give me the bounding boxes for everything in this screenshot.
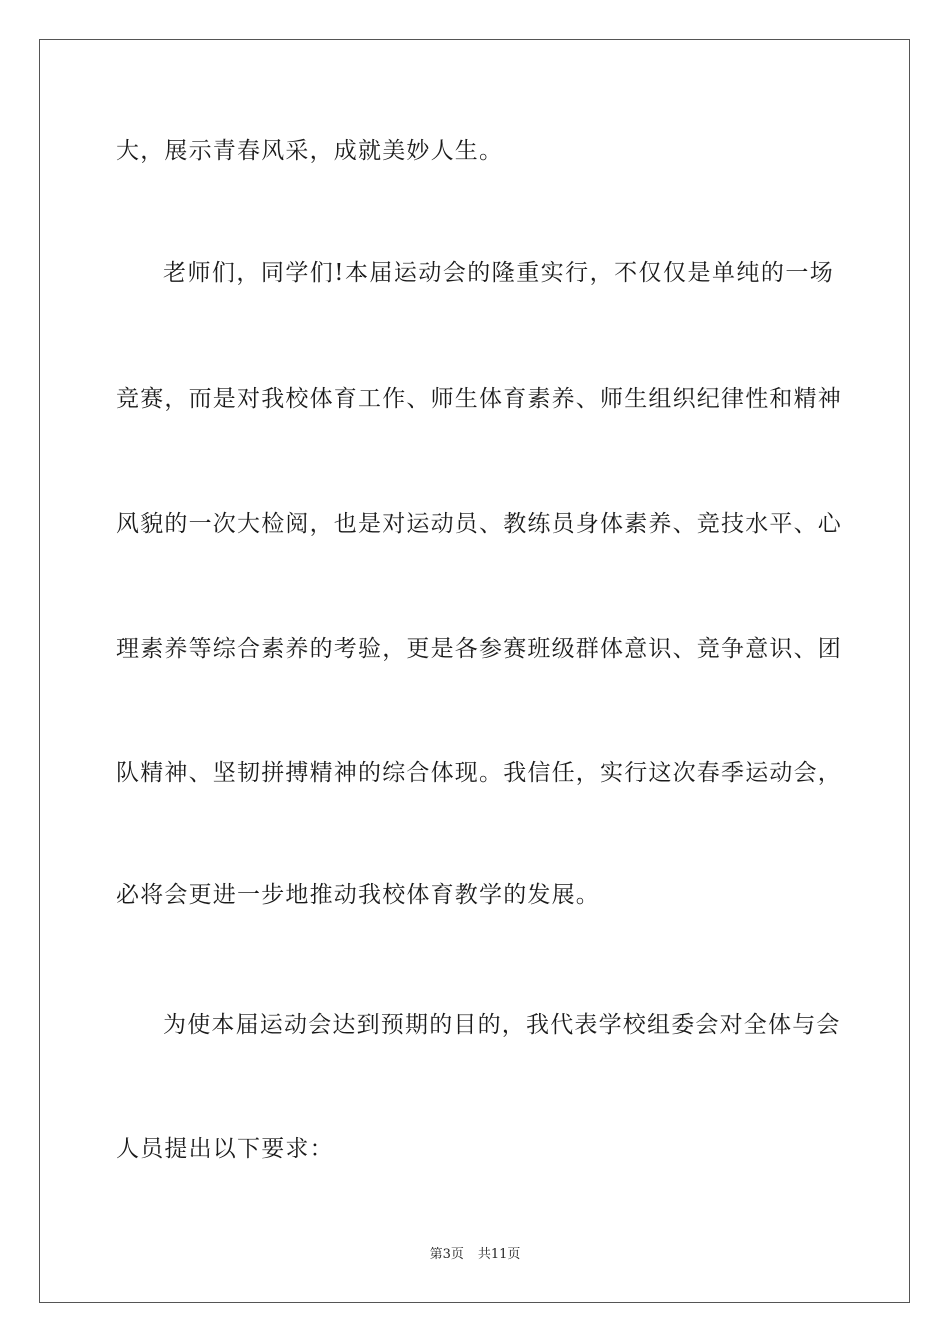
text-line-6: 队精神、坚韧拼搏精神的综合体现。我信任，实行这次春季运动会， [116, 760, 842, 786]
text-line-2: 老师们，同学们!本届运动会的隆重实行，不仅仅是单纯的一场 [163, 260, 834, 286]
text-line-7: 必将会更进一步地推动我校体育教学的发展。 [116, 882, 600, 908]
page-border [39, 39, 910, 1303]
text-line-1: 大，展示青春风采，成就美妙人生。 [116, 138, 504, 164]
page-footer [0, 1246, 950, 1264]
page-number: 第3页 [429, 1247, 464, 1262]
text-line-4: 风貌的一次大检阅，也是对运动员、教练员身体素养、竞技水平、心 [116, 511, 842, 537]
text-line-9: 人员提出以下要求： [116, 1136, 334, 1162]
page-total: 共11页 [477, 1247, 521, 1262]
text-line-8: 为使本届运动会达到预期的目的，我代表学校组委会对全体与会 [163, 1012, 841, 1038]
text-line-3: 竞赛，而是对我校体育工作、师生体育素养、师生组织纪律性和精神 [116, 386, 842, 412]
text-line-5: 理素养等综合素养的考验，更是各参赛班级群体意识、竞争意识、团 [116, 636, 842, 662]
